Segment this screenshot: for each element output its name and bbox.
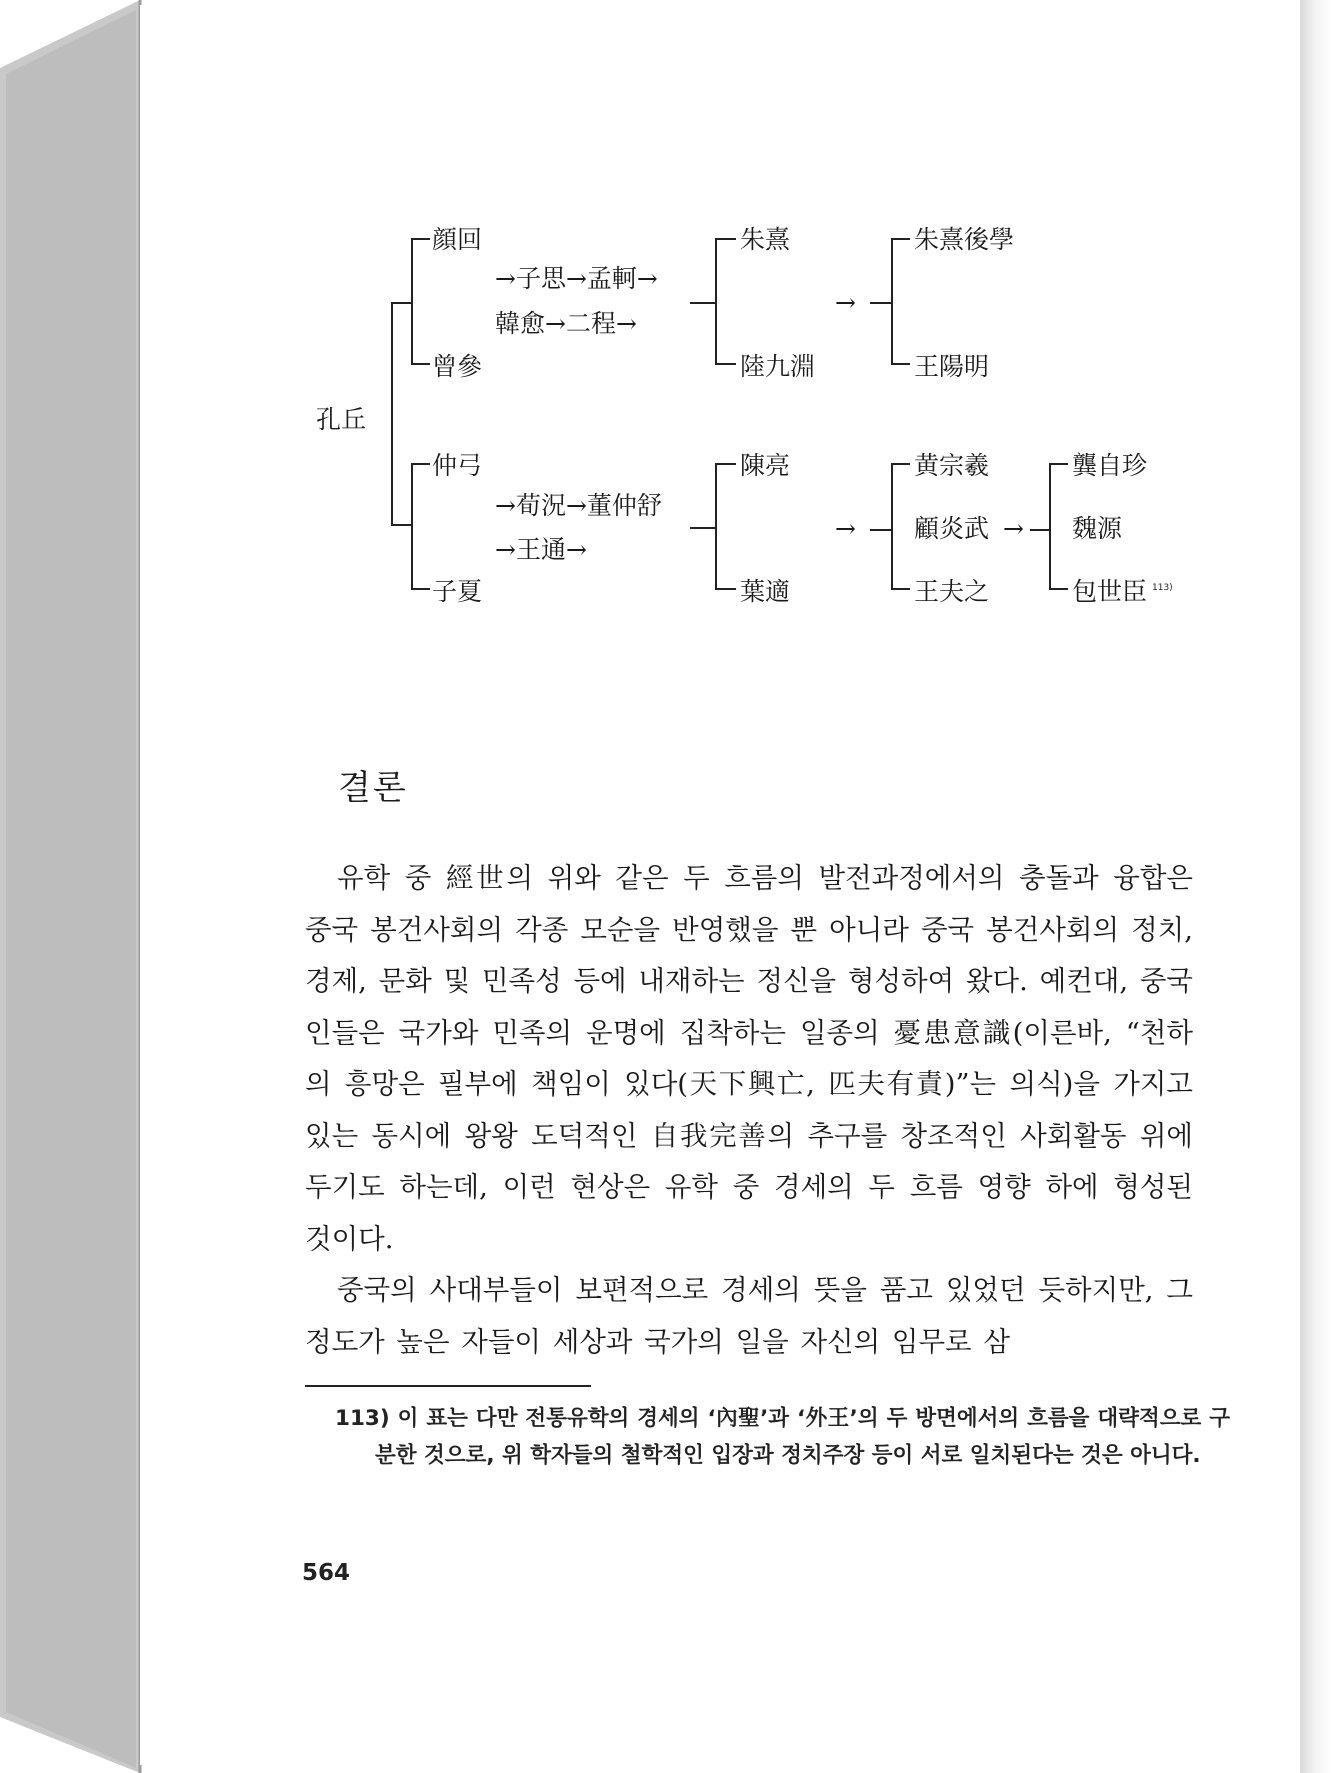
footnote-divider [305, 1385, 591, 1387]
lower-last-top: 龔自珍 [1072, 451, 1148, 480]
lower-last-bottom: 包世臣 [1072, 577, 1148, 606]
lower-chain-line2: →王通→ [495, 535, 587, 564]
lower-last-bracket [1030, 464, 1068, 589]
lower-next-bracket [690, 464, 736, 589]
upper-bracket [392, 239, 430, 364]
root-label: 孔丘 [316, 405, 367, 434]
lower-next-bottom: 葉適 [740, 577, 791, 606]
upper-chain-line2: 韓愈→二程→ [495, 309, 637, 338]
upper-branch-bottom: 曾參 [432, 352, 483, 381]
lower-third-top: 黄宗羲 [914, 451, 990, 480]
upper-next-top: 朱熹 [740, 225, 791, 254]
upper-last-top: 朱熹後學 [914, 225, 1015, 254]
footnote-reference: 113) [1152, 583, 1173, 593]
section-heading: 결론 [338, 768, 408, 808]
upper-last-bracket [870, 239, 910, 364]
upper-arrow: → [835, 288, 856, 317]
upper-next-bottom: 陸九淵 [740, 352, 816, 381]
paragraph-2: 중국의 사대부들이 보편적으로 경세의 뜻을 품고 있었던 듯하지만, 그 정도가 높은 자들이 세상과 국가의 일을 자신의 임무로 삼 [305, 1274, 1193, 1358]
body-text [305, 853, 1193, 1368]
upper-chain-line1: →子思→孟軻→ [495, 264, 658, 293]
paragraph-1: 유학 중 經世의 위와 같은 두 흐름의 발전과정에서의 충돌과 융합은 중국 봉건사회의 각종 모순을 반영했을 뿐 아니라 중국 봉건사회의 정치, 경제, 문화 및 민족성 등에 내재하는 정신을 형성하여 왔다. 예컨대, 중국인들은 국가와 민족의 운명에 집착하는 일종의 憂患意識(이른바, “천하의 흥망은 필부에 책임이 있다(天下興亡, 匹夫有責)”는 의식)을 가지고 있는 동시에 왕왕 도덕적인 自我完善의 추구를 창조적인 사회활동 위에 두기도 하는데, 이런 현상은 유학 중 경세의 두 흐름 영향 하에 형성된 것이다. [305, 862, 1193, 1255]
root-bracket [392, 303, 410, 525]
lower-third-bottom: 王夫之 [914, 577, 990, 606]
footnote-113: 113) 이 표는 다만 전통유학의 경세의 ‘內聖’과 ‘外王’의 두 방면에서의 흐름을 대략적으로 구분한 것으로, 위 학자들의 철학적인 입장과 정치주장 등이 서로 일치된다는 것은 아니다. [335, 1406, 1230, 1468]
lower-arrow2: → [1003, 514, 1024, 543]
page-number: 564 [302, 1560, 351, 1586]
lower-branch-bottom: 子夏 [432, 577, 483, 606]
lower-branch-top: 仲弓 [432, 451, 483, 480]
lower-bracket [392, 464, 430, 589]
upper-next-bracket [690, 239, 736, 364]
lower-next-top: 陳亮 [740, 451, 791, 480]
upper-branch-top: 顔回 [432, 225, 483, 254]
lower-third-mid: 顧炎武 [914, 514, 990, 543]
lower-last-mid: 魏源 [1072, 514, 1123, 543]
lineage-diagram [0, 0, 1332, 700]
lower-arrow: → [835, 514, 856, 543]
upper-last-bottom: 王陽明 [914, 352, 990, 381]
lower-chain-line1: →荀況→董仲舒 [495, 491, 662, 520]
lower-third-bracket [870, 464, 910, 589]
